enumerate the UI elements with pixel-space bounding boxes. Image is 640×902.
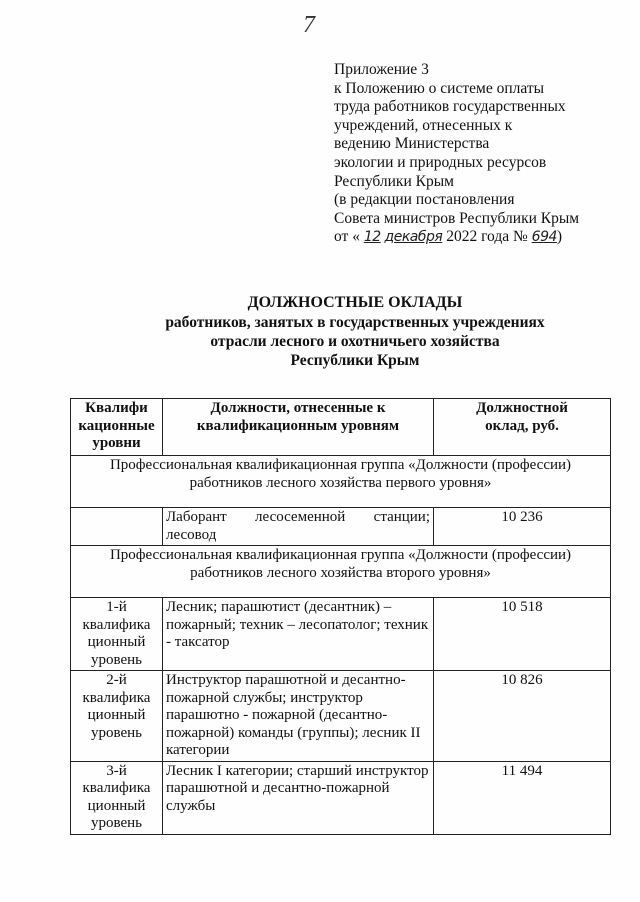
group-row	[71, 546, 611, 598]
page-number: 7	[303, 12, 315, 38]
positions-text: Лаборант лесосеменной станции; лесовод	[166, 509, 430, 543]
salary-cell: 10 518	[434, 598, 611, 671]
date-year: 2022 года №	[446, 228, 528, 246]
appendix-header	[334, 61, 630, 247]
level-cell: 3-й квалифика ционный уровень	[71, 761, 163, 834]
group-title: Профессиональная квалификационная группа «Должности (профессии) работников лесного хозяйства первого уровня»	[71, 456, 611, 508]
table-row	[71, 761, 611, 834]
header-positions-text: Должности, отнесенные к квалификационным уровням	[196, 400, 400, 434]
table-header-row	[71, 399, 611, 456]
appendix-line: экологии и природных ресурсов	[334, 153, 547, 171]
header-levels-text: Квалифи кационные уровни	[78, 400, 155, 451]
positions-cell: Лесник I категории; старший инструктор парашютной и десантно-пожарной службы	[163, 761, 434, 834]
title-main: ДОЛЖНОСТНЫЕ ОКЛАДЫ	[247, 294, 463, 311]
level-cell	[71, 508, 163, 546]
table-row	[71, 508, 611, 546]
date-prefix: от «	[334, 228, 360, 246]
title-line: работников, занятых в государственных учреждениях	[165, 314, 545, 331]
handwritten-month: декабря	[384, 229, 443, 246]
positions-cell: Лесник; парашютист (десантник) – пожарный; техник – лесопатолог; техник - таксатор	[163, 598, 434, 671]
level-cell: 1-й квалифика ционный уровень	[71, 598, 163, 671]
header-positions	[163, 399, 434, 456]
appendix-line: Приложение 3	[334, 61, 429, 78]
header-salary-text: Должностной оклад, руб.	[476, 400, 568, 434]
salary-cell: 10 826	[434, 671, 611, 762]
appendix-line: труда работников государственных	[334, 98, 566, 116]
document-title	[120, 293, 590, 370]
handwritten-day: 12	[363, 229, 381, 246]
header-levels	[71, 399, 163, 456]
salary-table	[70, 398, 611, 835]
appendix-line: ведению Министерства	[334, 135, 490, 153]
group-title: Профессиональная квалификационная группа «Должности (профессии) работников лесного хозяйства второго уровня»	[71, 546, 611, 598]
closing-paren: )	[556, 228, 563, 246]
appendix-line: учреждений, отнесенных к	[334, 116, 513, 134]
positions-cell: Инструктор парашютной и десантно-пожарной службы; инструктор парашютно - пожарной (десантно-пожарной) команды (группы); лесник II категории	[163, 671, 434, 762]
salary-cell: 11 494	[434, 761, 611, 834]
group-row	[71, 456, 611, 508]
positions-cell	[163, 508, 434, 546]
appendix-line: Республики Крым	[334, 172, 454, 190]
salary-cell: 10 236	[434, 508, 611, 546]
appendix-line: (в редакции постановления	[334, 191, 515, 209]
appendix-line: Совета министров Республики Крым	[334, 209, 580, 227]
header-salary	[434, 399, 611, 456]
title-line: Республики Крым	[290, 352, 420, 369]
title-line: отрасли лесного и охотничьего хозяйства	[210, 333, 500, 350]
appendix-date-line	[334, 228, 630, 247]
handwritten-doc-number: 694	[531, 229, 557, 246]
table-row	[71, 671, 611, 762]
level-cell: 2-й квалифика ционный уровень	[71, 671, 163, 762]
appendix-line: к Положению о системе оплаты	[334, 79, 545, 97]
table-row	[71, 598, 611, 671]
